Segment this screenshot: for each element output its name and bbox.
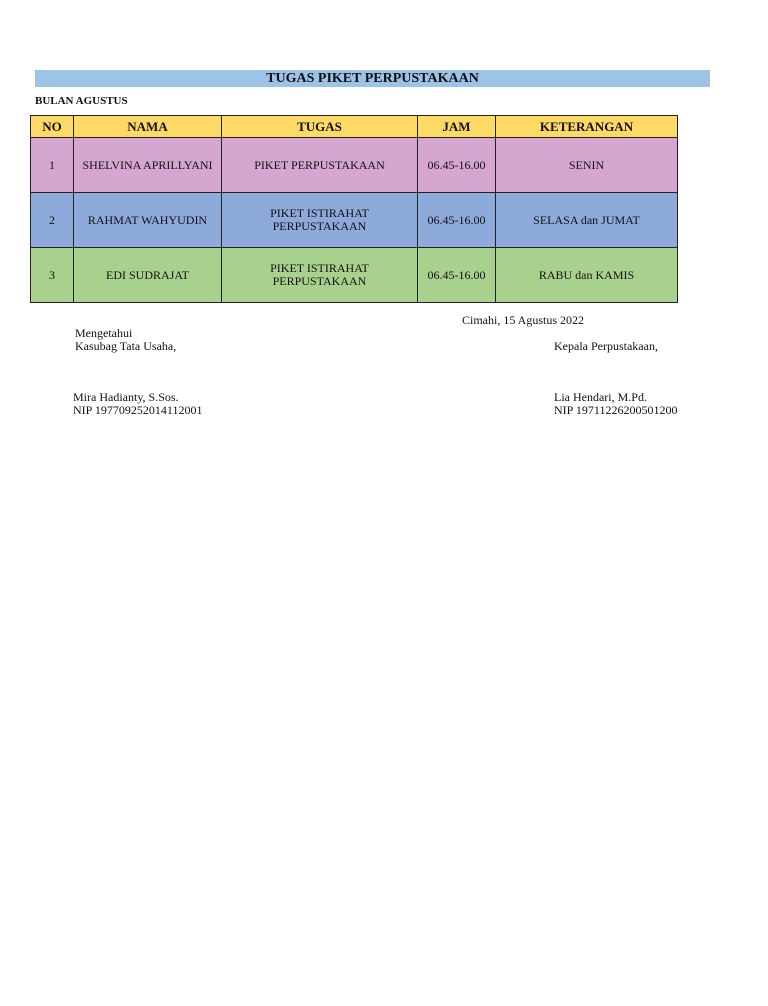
table-row	[31, 193, 678, 248]
place-date: Cimahi, 15 Agustus 2022	[462, 313, 585, 327]
duty-table	[30, 115, 678, 303]
cell-jam: 06.45-16.00	[418, 193, 496, 248]
cell-tugas: PIKET ISTIRAHAT PERPUSTAKAAN	[222, 248, 418, 303]
cell-tugas: PIKET ISTIRAHAT PERPUSTAKAAN	[222, 193, 418, 248]
cell-no: 3	[31, 248, 74, 303]
left-sign-name: Mira Hadianty, S.Sos.	[73, 390, 179, 404]
cell-nama: EDI SUDRAJAT	[74, 248, 222, 303]
header-nama: NAMA	[74, 116, 222, 138]
header-tugas: TUGAS	[222, 116, 418, 138]
left-sign-line1: Mengetahui	[75, 326, 133, 340]
document-title: TUGAS PIKET PERPUSTAKAAN	[35, 70, 710, 87]
right-sign-nip: NIP 19711226200501200	[554, 403, 678, 417]
month-label: BULAN AGUSTUS	[35, 95, 128, 107]
table-row	[31, 138, 678, 193]
cell-keterangan: SENIN	[496, 138, 678, 193]
table-header-row	[31, 116, 678, 138]
left-sign-title: Kasubag Tata Usaha,	[75, 339, 177, 353]
cell-no: 2	[31, 193, 74, 248]
header-jam: JAM	[418, 116, 496, 138]
table-row	[31, 248, 678, 303]
right-sign-name: Lia Hendari, M.Pd.	[554, 390, 647, 404]
left-sign-nip: NIP 197709252014112001	[73, 403, 203, 417]
cell-nama: SHELVINA APRILLYANI	[74, 138, 222, 193]
cell-keterangan: SELASA dan JUMAT	[496, 193, 678, 248]
cell-jam: 06.45-16.00	[418, 138, 496, 193]
header-keterangan: KETERANGAN	[496, 116, 678, 138]
cell-no: 1	[31, 138, 74, 193]
cell-jam: 06.45-16.00	[418, 248, 496, 303]
right-sign-title: Kepala Perpustakaan,	[554, 339, 658, 353]
cell-tugas: PIKET PERPUSTAKAAN	[222, 138, 418, 193]
cell-nama: RAHMAT WAHYUDIN	[74, 193, 222, 248]
header-no: NO	[31, 116, 74, 138]
cell-keterangan: RABU dan KAMIS	[496, 248, 678, 303]
